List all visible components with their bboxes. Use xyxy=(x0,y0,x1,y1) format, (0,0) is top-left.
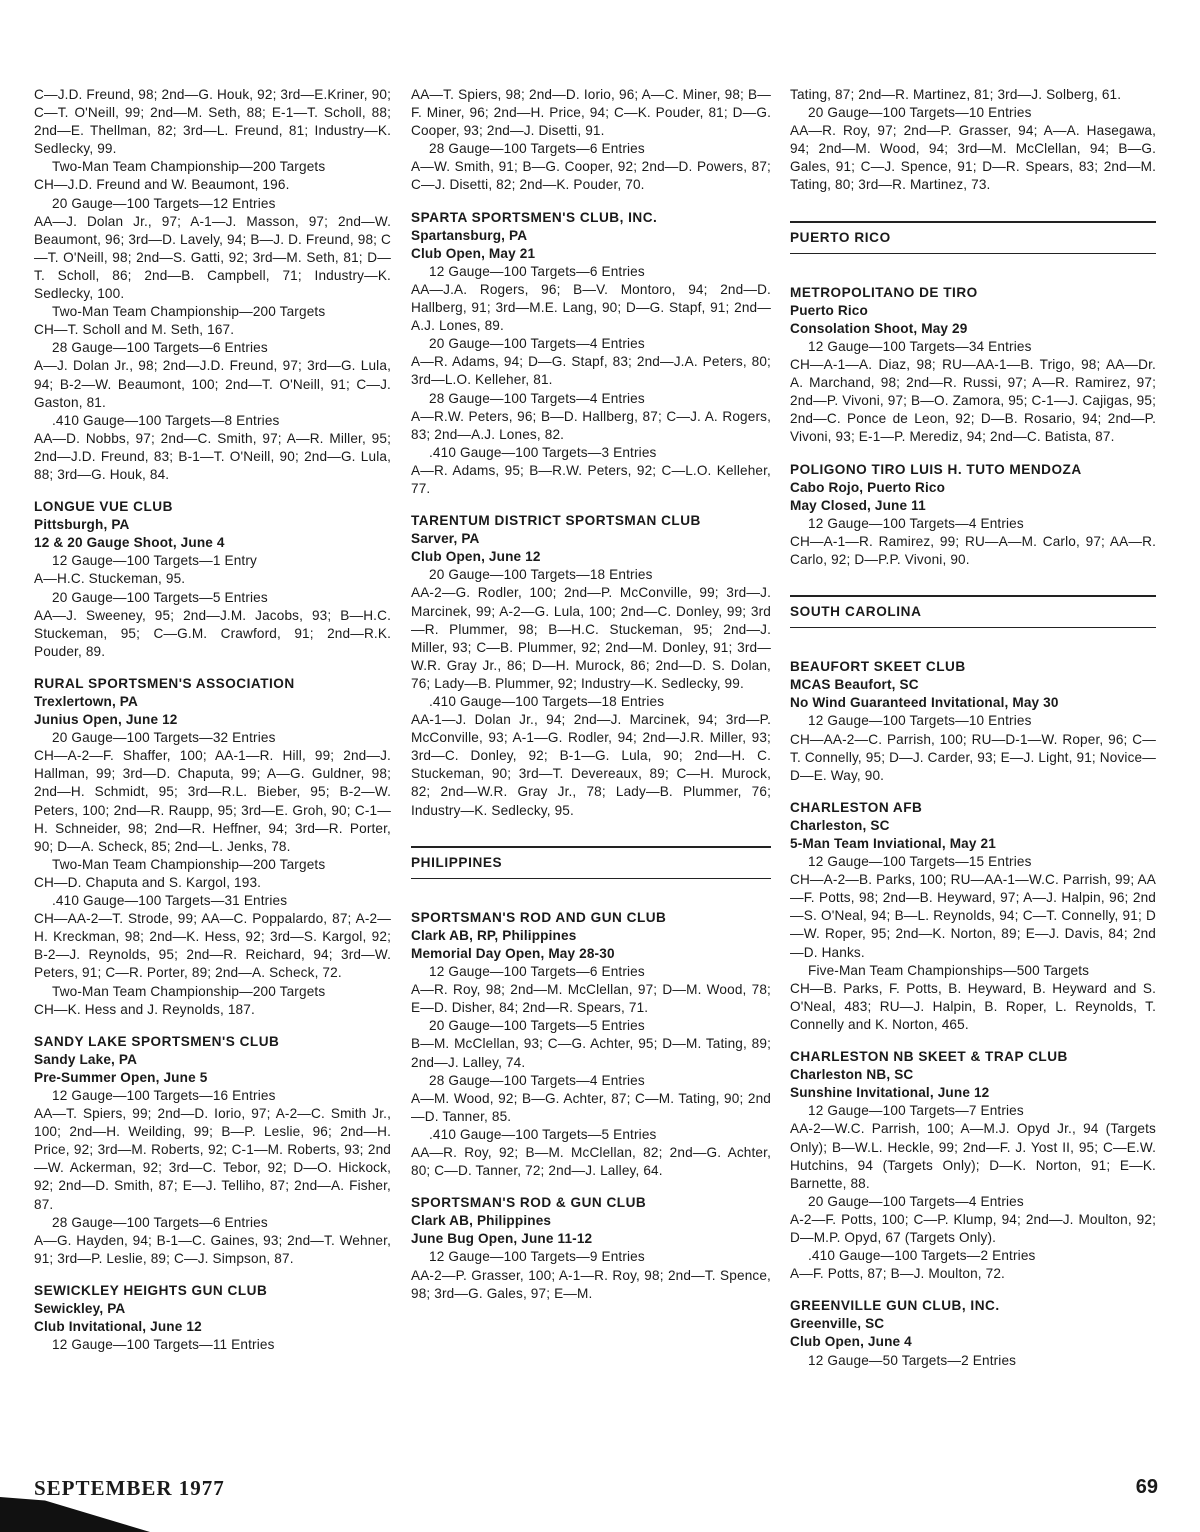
event-category: 12 Gauge—100 Targets—16 Entries xyxy=(52,1087,276,1103)
event-category: 28 Gauge—100 Targets—6 Entries xyxy=(429,141,645,157)
event-detail: Clark AB, RP, Philippines xyxy=(411,927,577,943)
club-name: TARENTUM DISTRICT SPORTSMAN CLUB xyxy=(411,513,701,529)
section-heading: SOUTH CAROLINA xyxy=(790,595,1156,628)
club-name: GREENVILLE GUN CLUB, INC. xyxy=(790,1298,1000,1314)
event-detail: Puerto Rico xyxy=(790,302,868,318)
club-name: POLIGONO TIRO LUIS H. TUTO MENDOZA xyxy=(790,461,1082,477)
event-category: Two-Man Team Championship—200 Targets xyxy=(52,856,326,872)
results-text: CH—AA-2—T. Strode, 99; AA—C. Poppalardo, 87; A-2—H. Kreckman, 98; 2nd—K. Hess, 92; 3rd—S. Kargol, 92; B-2—J. Reynolds, 95; 2nd—R. Reichard, 94; 3rd—W. Peters, 91; C—R. Porter, 89; 2nd—A. Scheck, 72. xyxy=(34,911,391,981)
event-category: .410 Gauge—100 Targets—18 Entries xyxy=(429,694,665,709)
event-detail: Sunshine Invitational, June 12 xyxy=(790,1085,990,1101)
results-text: A-2—F. Potts, 100; C—P. Klump, 94; 2nd—J. Moulton, 92; D—M.P. Opyd, 67 (Targets Only). xyxy=(790,1211,1156,1245)
club-name: LONGUE VUE CLUB xyxy=(34,499,173,515)
event-category: 28 Gauge—100 Targets—6 Entries xyxy=(52,1214,268,1230)
event-detail: June Bug Open, June 11-12 xyxy=(411,1231,593,1247)
results-text: A—J. Dolan Jr., 98; 2nd—J.D. Freund, 97; 3rd—G. Lula, 94; B-2—W. Beaumont, 100; 2nd—T. O'Neill, 91; C—J. Gaston, 81. xyxy=(34,358,391,410)
event-category: Two-Man Team Championship—200 Targets xyxy=(52,159,326,175)
issue-date: SEPTEMBER 1977 xyxy=(34,1476,225,1500)
event-detail: Pittsburgh, PA xyxy=(34,517,130,533)
event-category: .410 Gauge—100 Targets—2 Entries xyxy=(808,1248,1036,1264)
results-text: CH—AA-2—C. Parrish, 100; RU—D-1—W. Roper, 96; C—T. Connelly, 95; D—J. Carder, 93; E—J. Light, 91; Novice—D—E. Way, 90. xyxy=(790,731,1156,783)
event-detail: Club Open, May 21 xyxy=(411,245,536,261)
club-name: RURAL SPORTSMEN'S ASSOCIATION xyxy=(34,675,295,691)
event-detail: Trexlertown, PA xyxy=(34,694,138,709)
results-text: CH—A-1—A. Diaz, 98; RU—AA-1—B. Trigo, 98; AA—Dr. A. Marchand, 98; 2nd—R. Russi, 97; A—R. Ramirez, 97; 2nd—P. Vivoni, 97; B—O. Zamora, 95; C-1—J. Cajigas, 95; 2nd—C. Ponce de Leon, 92; D—B. Rosario, 94; 2nd—P. Vivoni, 93; E-1—P. Merediz, 94; 2nd—C. Batista, 87. xyxy=(790,357,1156,445)
event-detail: Cabo Rojo, Puerto Rico xyxy=(790,479,946,495)
results-text: A—R. Adams, 95; B—R.W. Peters, 92; C—L.O. Kelleher, 77. xyxy=(411,462,771,496)
club-name: CHARLESTON NB SKEET & TRAP CLUB xyxy=(790,1049,1068,1065)
club-name: SPARTA SPORTSMEN'S CLUB, INC. xyxy=(411,209,658,225)
club-name: SANDY LAKE SPORTSMEN'S CLUB xyxy=(34,1033,280,1049)
results-text: CH—A-2—F. Shaffer, 100; AA-1—R. Hill, 99; 2nd—J. Hallman, 99; 3rd—D. Chaputa, 99; A—G. Guldner, 98; 2nd—H. Schmidt, 95; 3rd—R.L. Bieber, 95; B-2—W. Peters, 100; 2nd—R. Raupp, 95; 3rd—E. Groh, 90; C-1—H. Schneider, 98; 2nd—R. Heffner, 94; 3rd—R. Porter, 90; D—A. Scheck, 85; 2nd—L. Jenks, 78. xyxy=(34,748,391,854)
event-category: 20 Gauge—100 Targets—5 Entries xyxy=(52,589,268,605)
results-text: AA—R. Roy, 97; 2nd—P. Grasser, 94; A—A. Hasegawa, 94; 2nd—M. Wood, 94; 3rd—M. McClellan, 94; B—G. Gales, 91; C—J. Spence, 91; D—R. Spears, 83; 2nd—M. Tating, 80; 3rd—R. Martinez, 73. xyxy=(790,123,1156,193)
results-text: A—G. Hayden, 94; B-1—C. Gaines, 93; 2nd—T. Wehner, 91; 3rd—P. Leslie, 89; C—J. Simpson, 87. xyxy=(34,1232,391,1266)
event-detail: Junius Open, June 12 xyxy=(34,712,178,728)
results-text: AA—J.A. Rogers, 96; B—V. Montoro, 94; 2nd—D. Hallberg, 91; 3rd—M.E. Lang, 90; D—G. Stapf, 91; 2nd—A.J. Lones, 89. xyxy=(411,281,771,334)
event-category: 12 Gauge—100 Targets—6 Entries xyxy=(429,964,645,980)
event-category: 20 Gauge—100 Targets—10 Entries xyxy=(808,105,1032,121)
section-heading: PHILIPPINES xyxy=(411,846,771,879)
event-detail: Clark AB, Philippines xyxy=(411,1213,552,1229)
results-text: CH—J.D. Freund and W. Beaumont, 196. xyxy=(34,177,290,193)
event-category: 28 Gauge—100 Targets—6 Entries xyxy=(52,340,268,356)
results-text: AA-2—W.C. Parrish, 100; A—M.J. Opyd Jr., 94 (Targets Only); B—W.L. Heckle, 99; 2nd—F. J. Yost II, 95; C—E.W. Hutchins, 94 (Targets Only); D—K. Norton, 91; E—K. Barnette, 88. xyxy=(790,1121,1156,1191)
event-category: .410 Gauge—100 Targets—3 Entries xyxy=(429,444,657,460)
event-detail: Spartansburg, PA xyxy=(411,227,528,243)
results-text: AA-1—J. Dolan Jr., 94; 2nd—J. Marcinek, 94; 3rd—P. McConville, 93; A-1—G. Rodler, 94; 2nd—J.R. Miller, 93; 3rd—C. Donley, 92; B-1—G. Lula, 90; 2nd—H. C. Stuckeman, 90; 3rd—T. Devereaux, 89; C—H. Murock, 82; 2nd—W.R. Gray Jr., 78; Lady—B. Plummer, 76; Industry—K. Sedlecky, 95. xyxy=(411,712,771,818)
event-detail: MCAS Beaufort, SC xyxy=(790,677,919,693)
results-text: AA—R. Roy, 92; B—M. McClellan, 82; 2nd—G. Achter, 80; C—D. Tanner, 72; 2nd—J. Lalley, 64. xyxy=(411,1144,771,1179)
event-detail: 5-Man Team Inviational, May 21 xyxy=(790,836,996,851)
event-category: 20 Gauge—100 Targets—12 Entries xyxy=(52,195,276,211)
column-3 xyxy=(790,86,1156,1370)
event-detail: Club Invitational, June 12 xyxy=(34,1319,202,1335)
club-name: BEAUFORT SKEET CLUB xyxy=(790,659,966,675)
club-name: SPORTSMAN'S ROD & GUN CLUB xyxy=(411,1195,647,1211)
event-detail: Sarver, PA xyxy=(411,531,480,547)
event-category: .410 Gauge—100 Targets—5 Entries xyxy=(429,1126,657,1142)
corner-decoration xyxy=(0,1497,150,1532)
event-category: 12 Gauge—100 Targets—34 Entries xyxy=(808,338,1032,354)
event-detail: Consolation Shoot, May 29 xyxy=(790,320,968,336)
event-detail: Charleston NB, SC xyxy=(790,1067,914,1083)
results-text: A—W. Smith, 91; B—G. Cooper, 92; 2nd—D. Powers, 87; C—J. Disetti, 82; 2nd—K. Pouder, 70. xyxy=(411,159,771,193)
event-category: 12 Gauge—100 Targets—4 Entries xyxy=(808,515,1024,531)
section-heading: PUERTO RICO xyxy=(790,221,1156,254)
results-text: AA—J. Dolan Jr., 97; A-1—J. Masson, 97; 2nd—W. Beaumont, 96; 3rd—D. Lavely, 94; B—J. D. Freund, 98; C—T. O'Neill, 98; 2nd—S. Gatti, 92; 3rd—M. Seth, 81; D—T. Scholl, 86; 2nd—B. Campbell, 71; Industry—K. Sedlecky, 100. xyxy=(34,213,391,302)
event-category: Two-Man Team Championship—200 Targets xyxy=(52,983,326,999)
event-category: 20 Gauge—100 Targets—4 Entries xyxy=(808,1193,1024,1209)
event-detail: Greenville, SC xyxy=(790,1316,885,1332)
results-text: AA—J. Sweeney, 95; 2nd—J.M. Jacobs, 93; B—H.C. Stuckeman, 95; C—G.M. Crawford, 91; 2nd—R.K. Pouder, 89. xyxy=(34,607,391,659)
event-detail: Sandy Lake, PA xyxy=(34,1051,138,1067)
event-detail: Pre-Summer Open, June 5 xyxy=(34,1069,208,1085)
club-name: METROPOLITANO DE TIRO xyxy=(790,284,978,300)
results-text: A—R. Roy, 98; 2nd—M. McClellan, 97; D—M. Wood, 78; E—D. Disher, 84; 2nd—R. Spears, 71. xyxy=(411,982,771,1016)
event-category: 20 Gauge—100 Targets—18 Entries xyxy=(429,567,653,583)
results-text: CH—A-1—R. Ramirez, 99; RU—A—M. Carlo, 97; AA—R. Carlo, 92; D—P.P. Vivoni, 90. xyxy=(790,533,1156,567)
results-text: AA—T. Spiers, 98; 2nd—D. Iorio, 96; A—C. Miner, 98; B—F. Miner, 96; 2nd—H. Price, 94; C—K. Pouder, 81; D—G. Cooper, 93; 2nd—J. Disetti, 91. xyxy=(411,87,771,139)
results-text: AA-2—G. Rodler, 100; 2nd—P. McConville, 99; 3rd—J. Marcinek, 99; A-2—G. Lula, 100; 2nd—C. Donley, 99; 3rd—R. Plummer, 98; B—H.C. Stuckeman, 95; 2nd—J. Miller, 93; C—B. Plummer, 92; 2nd—M. Donley, 91; 3rd—W.R. Gray Jr., 86; D—H. Murock, 86; 2nd—D. S. Dolan, 76; Lady—B. Plummer, 92; Industry—K. Sedlecky, 99. xyxy=(411,585,771,691)
event-category: 12 Gauge—100 Targets—1 Entry xyxy=(52,553,257,569)
event-category: 12 Gauge—100 Targets—15 Entries xyxy=(808,854,1032,870)
club-name: CHARLESTON AFB xyxy=(790,799,923,815)
event-category: 28 Gauge—100 Targets—4 Entries xyxy=(429,1072,645,1088)
results-text: AA—D. Nobbs, 97; 2nd—C. Smith, 97; A—R. Miller, 95; 2nd—J.D. Freund, 83; B-1—T. O'Neill, 90; 2nd—G. Lula, 88; 3rd—G. Houk, 84. xyxy=(34,430,391,482)
club-name: SPORTSMAN'S ROD AND GUN CLUB xyxy=(411,909,667,925)
results-text: C—J.D. Freund, 98; 2nd—G. Houk, 92; 3rd—E.Kriner, 90; C—T. O'Neill, 99; 2nd—M. Seth, 88; E-1—T. Scholl, 88; 2nd—E. Thellman, 82; 3rd—L. Freund, 81; Industry—K. Sedlecky, 99. xyxy=(34,87,392,157)
spacer xyxy=(411,879,771,895)
results-text: CH—B. Parks, F. Potts, B. Heyward, B. Heyward and S. O'Neal, 483; RU—J. Halpin, B. Roper, L. Reynolds, T. Connelly and K. Norton, 465. xyxy=(790,980,1156,1032)
event-category: 20 Gauge—100 Targets—32 Entries xyxy=(52,730,276,746)
results-text: AA—T. Spiers, 99; 2nd—D. Iorio, 97; A-2—C. Smith Jr., 100; 2nd—H. Weilding, 99; B—P. Leslie, 96; 2nd—H. Price, 92; 3rd—M. Roberts, 92; C-1—M. Roberts, 93; 2nd—W. Ackerman, 92; 3rd—C. Tebor, 92; D—O. Hickock, 92; 2nd—D. Smith, 87; E—J. Telliho, 87; 2nd—A. Fisher, 87. xyxy=(34,1106,391,1212)
results-text: A—M. Wood, 92; B—G. Achter, 87; C—M. Tating, 90; 2nd—D. Tanner, 85. xyxy=(411,1090,771,1124)
event-category: 12 Gauge—100 Targets—9 Entries xyxy=(429,1249,645,1265)
event-detail: 12 & 20 Gauge Shoot, June 4 xyxy=(34,535,225,551)
event-detail: Club Open, June 12 xyxy=(411,549,541,565)
column-2 xyxy=(411,86,771,1303)
results-text: A—F. Potts, 87; B—J. Moulton, 72. xyxy=(790,1266,1005,1282)
event-detail: Sewickley, PA xyxy=(34,1301,126,1316)
event-category: 20 Gauge—100 Targets—4 Entries xyxy=(429,336,645,352)
results-text: CH—K. Hess and J. Reynolds, 187. xyxy=(34,1001,255,1017)
event-detail: Memorial Day Open, May 28-30 xyxy=(411,945,615,961)
spacer xyxy=(790,628,1156,644)
page-number: 69 xyxy=(1135,1476,1158,1498)
event-category: .410 Gauge—100 Targets—8 Entries xyxy=(52,412,280,428)
results-text: AA-2—P. Grasser, 100; A-1—R. Roy, 98; 2nd—T. Spence, 98; 3rd—G. Gales, 97; E—M. xyxy=(411,1267,771,1301)
event-category: 12 Gauge—100 Targets—10 Entries xyxy=(808,713,1032,729)
event-category: 12 Gauge—100 Targets—11 Entries xyxy=(52,1337,275,1353)
event-detail: May Closed, June 11 xyxy=(790,497,926,513)
results-text: A—R. Adams, 94; D—G. Stapf, 83; 2nd—J.A. Peters, 80; 3rd—L.O. Kelleher, 81. xyxy=(411,354,771,388)
event-category: 20 Gauge—100 Targets—5 Entries xyxy=(429,1018,645,1034)
spacer xyxy=(790,254,1156,270)
results-text: CH—T. Scholl and M. Seth, 167. xyxy=(34,322,235,338)
results-text: A—R.W. Peters, 96; B—D. Hallberg, 87; C—J. A. Rogers, 83; 2nd—A.J. Lones, 82. xyxy=(411,408,771,442)
event-category: 12 Gauge—50 Targets—2 Entries xyxy=(808,1352,1017,1368)
results-text: B—M. McClellan, 93; C—G. Achter, 95; D—M. Tating, 89; 2nd—J. Lalley, 74. xyxy=(411,1036,771,1070)
event-detail: Club Open, June 4 xyxy=(790,1334,912,1350)
results-text: CH—D. Chaputa and S. Kargol, 193. xyxy=(34,874,262,890)
event-category: Two-Man Team Championship—200 Targets xyxy=(52,304,326,320)
event-category: Five-Man Team Championships—500 Targets xyxy=(808,962,1090,978)
event-category: 12 Gauge—100 Targets—7 Entries xyxy=(808,1103,1024,1119)
event-category: 28 Gauge—100 Targets—4 Entries xyxy=(429,390,645,406)
event-detail: Charleston, SC xyxy=(790,817,890,833)
results-text: CH—A-2—B. Parks, 100; RU—AA-1—W.C. Parrish, 99; AA—F. Potts, 98; 2nd—B. Heyward, 97; A—J. Halpin, 96; 2nd—S. O'Neal, 94; B—L. Reynolds, 94; C—T. Connelly, 91; D—W. Roper, 95; 2nd—K. Norton, 89; E—J. Davis, 84; 2nd—D. Hanks. xyxy=(790,872,1156,960)
column-1 xyxy=(34,86,391,1354)
event-detail: No Wind Guaranteed Invitational, May 30 xyxy=(790,695,1059,711)
event-category: 12 Gauge—100 Targets—6 Entries xyxy=(429,263,645,279)
event-category: .410 Gauge—100 Targets—31 Entries xyxy=(52,893,288,909)
club-name: SEWICKLEY HEIGHTS GUN CLUB xyxy=(34,1282,268,1298)
results-text: A—H.C. Stuckeman, 95. xyxy=(34,571,186,587)
results-text: Tating, 87; 2nd—R. Martinez, 81; 3rd—J. Solberg, 61. xyxy=(790,87,1122,102)
